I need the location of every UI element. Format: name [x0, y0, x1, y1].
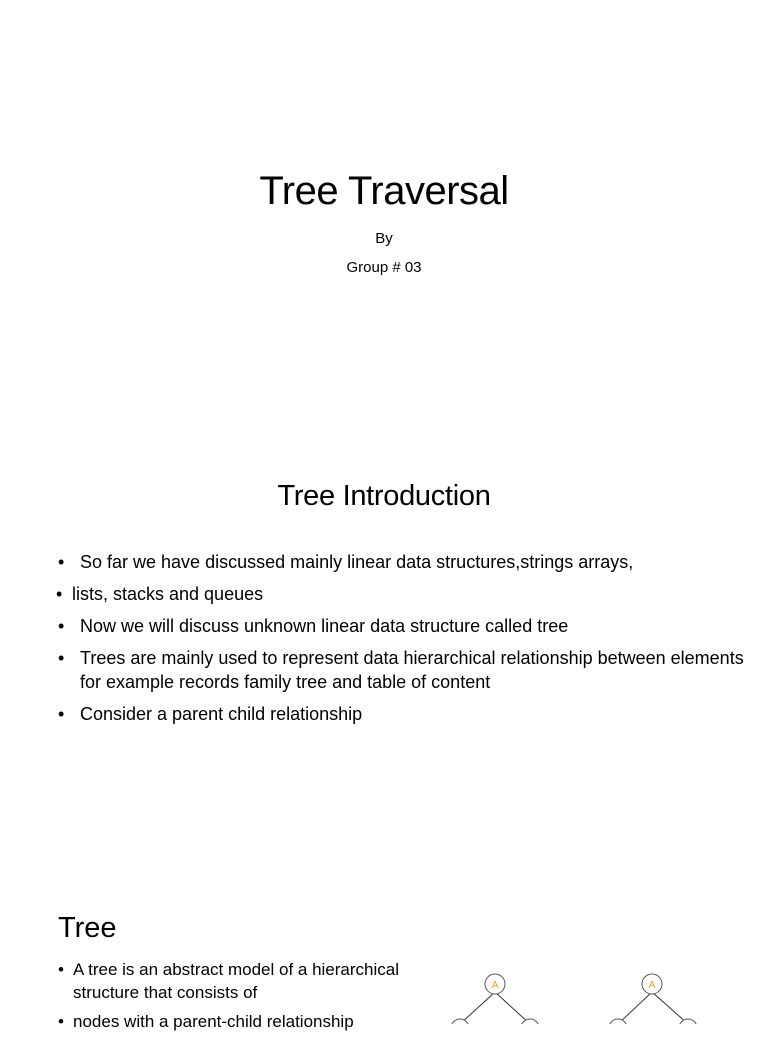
tree-diagram-right [609, 974, 697, 1024]
tree-edge [652, 992, 688, 1024]
bullet-dot-icon: • [58, 704, 65, 724]
tree-root-label: A [648, 980, 656, 991]
bullet-item [56, 550, 746, 574]
bullet-dot-icon: • [58, 552, 65, 572]
slide-group-label: Group # 03 [346, 259, 422, 276]
slide-title [0, 0, 768, 430]
slide-title-heading: Tree Traversal [259, 169, 509, 213]
bullet-text: nodes with a parent-child relationship [73, 1012, 354, 1031]
bullet-dot-icon: • [58, 648, 65, 668]
bullet-dot-icon: • [58, 960, 64, 979]
bullet-text: So far we have discussed mainly linear data structures,strings arrays, [80, 552, 634, 572]
bullet-dot-icon: • [58, 1012, 64, 1031]
bullet-text: A tree is an abstract model of a hierarchical structure that consists of [73, 960, 399, 1002]
bullet-text: Now we will discuss unknown linear data structure called tree [80, 616, 569, 636]
intro-bullet-list [56, 550, 746, 734]
tree-child-node [521, 1019, 539, 1024]
bullet-dot-icon: • [56, 584, 63, 604]
slide-intro-heading: Tree Introduction [277, 480, 491, 512]
bullet-text: lists, stacks and queues [72, 584, 264, 604]
bullet-text: Consider a parent child relationship [80, 704, 363, 724]
tree-root-label: A [491, 980, 499, 991]
tree-diagram [440, 960, 740, 1024]
slide-tree-heading: Tree [58, 912, 117, 944]
bullet-item [56, 646, 746, 694]
bullet-item [58, 958, 448, 1004]
bullet-item [56, 702, 746, 726]
slide-by-label: By [375, 230, 393, 247]
slide-tree [0, 860, 768, 1031]
bullet-item [56, 614, 746, 638]
bullet-dot-icon: • [58, 616, 65, 636]
tree-diagram-left [451, 974, 539, 1024]
slide-tree-introduction [0, 430, 768, 860]
tree-child-node [451, 1019, 469, 1024]
bullet-text: Trees are mainly used to represent data hierarchical relationship between elements for example records family tree and table of content [80, 648, 744, 692]
tree-bullet-list [58, 958, 448, 1039]
tree-edge [618, 992, 652, 1024]
bullet-item [56, 582, 746, 606]
bullet-item [58, 1010, 448, 1033]
tree-child-node [679, 1019, 697, 1024]
tree-edge [495, 992, 530, 1024]
tree-edge [460, 992, 495, 1024]
tree-child-node [609, 1019, 627, 1024]
